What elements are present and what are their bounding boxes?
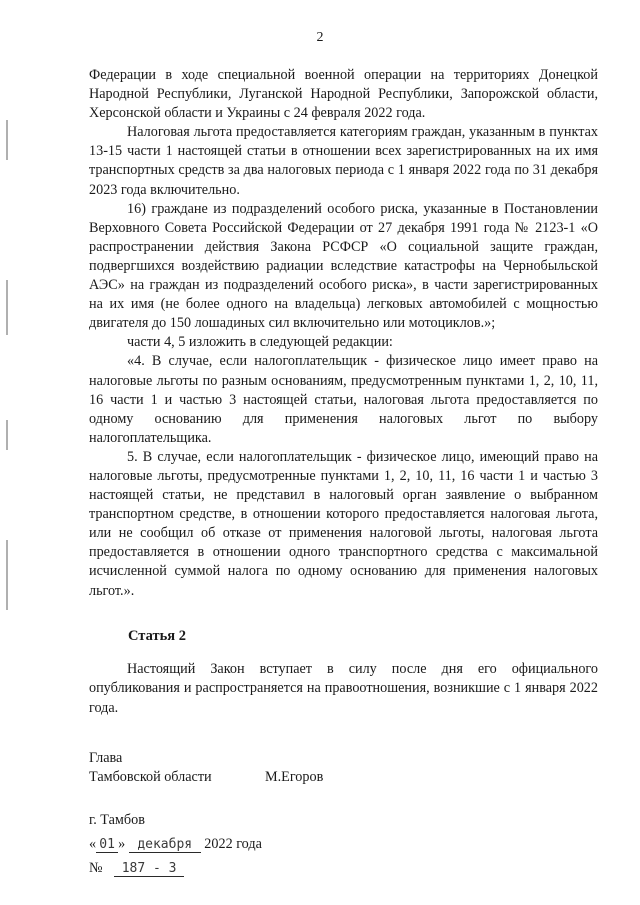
signature-position-line2: Тамбовской области — [89, 769, 212, 785]
final-paragraph: Настоящий Закон вступает в силу после дня его официального опубликования и распространяется на правоотношения, возникшие с 1 января 2022 года. — [89, 661, 598, 716]
date-day: 01 — [96, 837, 118, 853]
paragraph: «4. В случае, если налогоплательщик - физическое лицо имеет право на налоговые льготы по разным основаниям, предусмотренным пунктами 1, 2, 10, 11, 16 части 1 и частью 3 настоящей статьи, налоговая льгота предоставляется по одному основанию для применения налоговых льгот по выбору налогоплательщика. — [89, 353, 598, 446]
number-value: 187 - З — [114, 861, 184, 877]
page-number: 2 — [316, 30, 324, 45]
article-title: Статья 2 — [128, 628, 186, 644]
date-line — [89, 836, 262, 853]
date-year: 2022 года — [204, 836, 262, 852]
place-of-signing: г. Тамбов — [89, 812, 145, 828]
paragraph: 5. В случае, если налогоплательщик - физическое лицо, имеющий право на налоговые льготы, предусмотренные пунктами 1, 2, 10, 11, 16 части 1 и частью 3 настоящей статьи, не представил в налоговый орган заявление о выбранном транспортном средстве, в отношении которого предоставляется налоговая льгота, или не сообщил об отказе от применения налоговой льготы, налоговая льгота предоставляется в отношении одного транспортного средства с максимальной исчисленной суммой налога по одному основанию для применения налоговых льгот.». — [89, 448, 598, 599]
paragraph: Налоговая льгота предоставляется категориям граждан, указанным в пунктах 13-15 части 1 настоящей статьи в отношении всех зарегистрированных на их имя транспортных средств за два налоговых периода с 1 января 2022 года по 31 декабря 2023 года включительно. — [89, 124, 598, 198]
scan-margin-marks — [6, 120, 14, 640]
signature-position-line1: Глава — [89, 750, 123, 766]
paragraph: части 4, 5 изложить в следующей редакции: — [127, 334, 393, 351]
paragraph: 16) граждане из подразделений особого риска, указанные в Постановлении Верховного Совета Российской Федерации от 27 декабря 1991 года № 2123-1 «О распространении действия Закона РСФСР «О социальной защите граждан, подвергшихся воздействию радиации вследствие катастрофы на Чернобыльской АЭС» на граждан из подразделений особого риска», в части зарегистрированных на их имя (не более одного на владельца) легковых автомобилей с мощностью двигателя до 150 лошадиных сил включительно или мотоциклов.»; — [89, 200, 598, 332]
body-text — [89, 66, 598, 601]
number-label: № — [89, 860, 103, 876]
date-close-quote: » — [118, 836, 126, 852]
number-line — [89, 860, 184, 877]
date-open-quote: « — [89, 836, 97, 852]
paragraph: Федерации в ходе специальной военной операции на территориях Донецкой Народной Республики, Луганской Народной Республики, Запорожской области, Херсонской области и Украины с 24 февраля 2022 года. — [89, 67, 598, 122]
signature-name: М.Егоров — [265, 769, 324, 785]
date-month: декабря — [129, 837, 201, 853]
